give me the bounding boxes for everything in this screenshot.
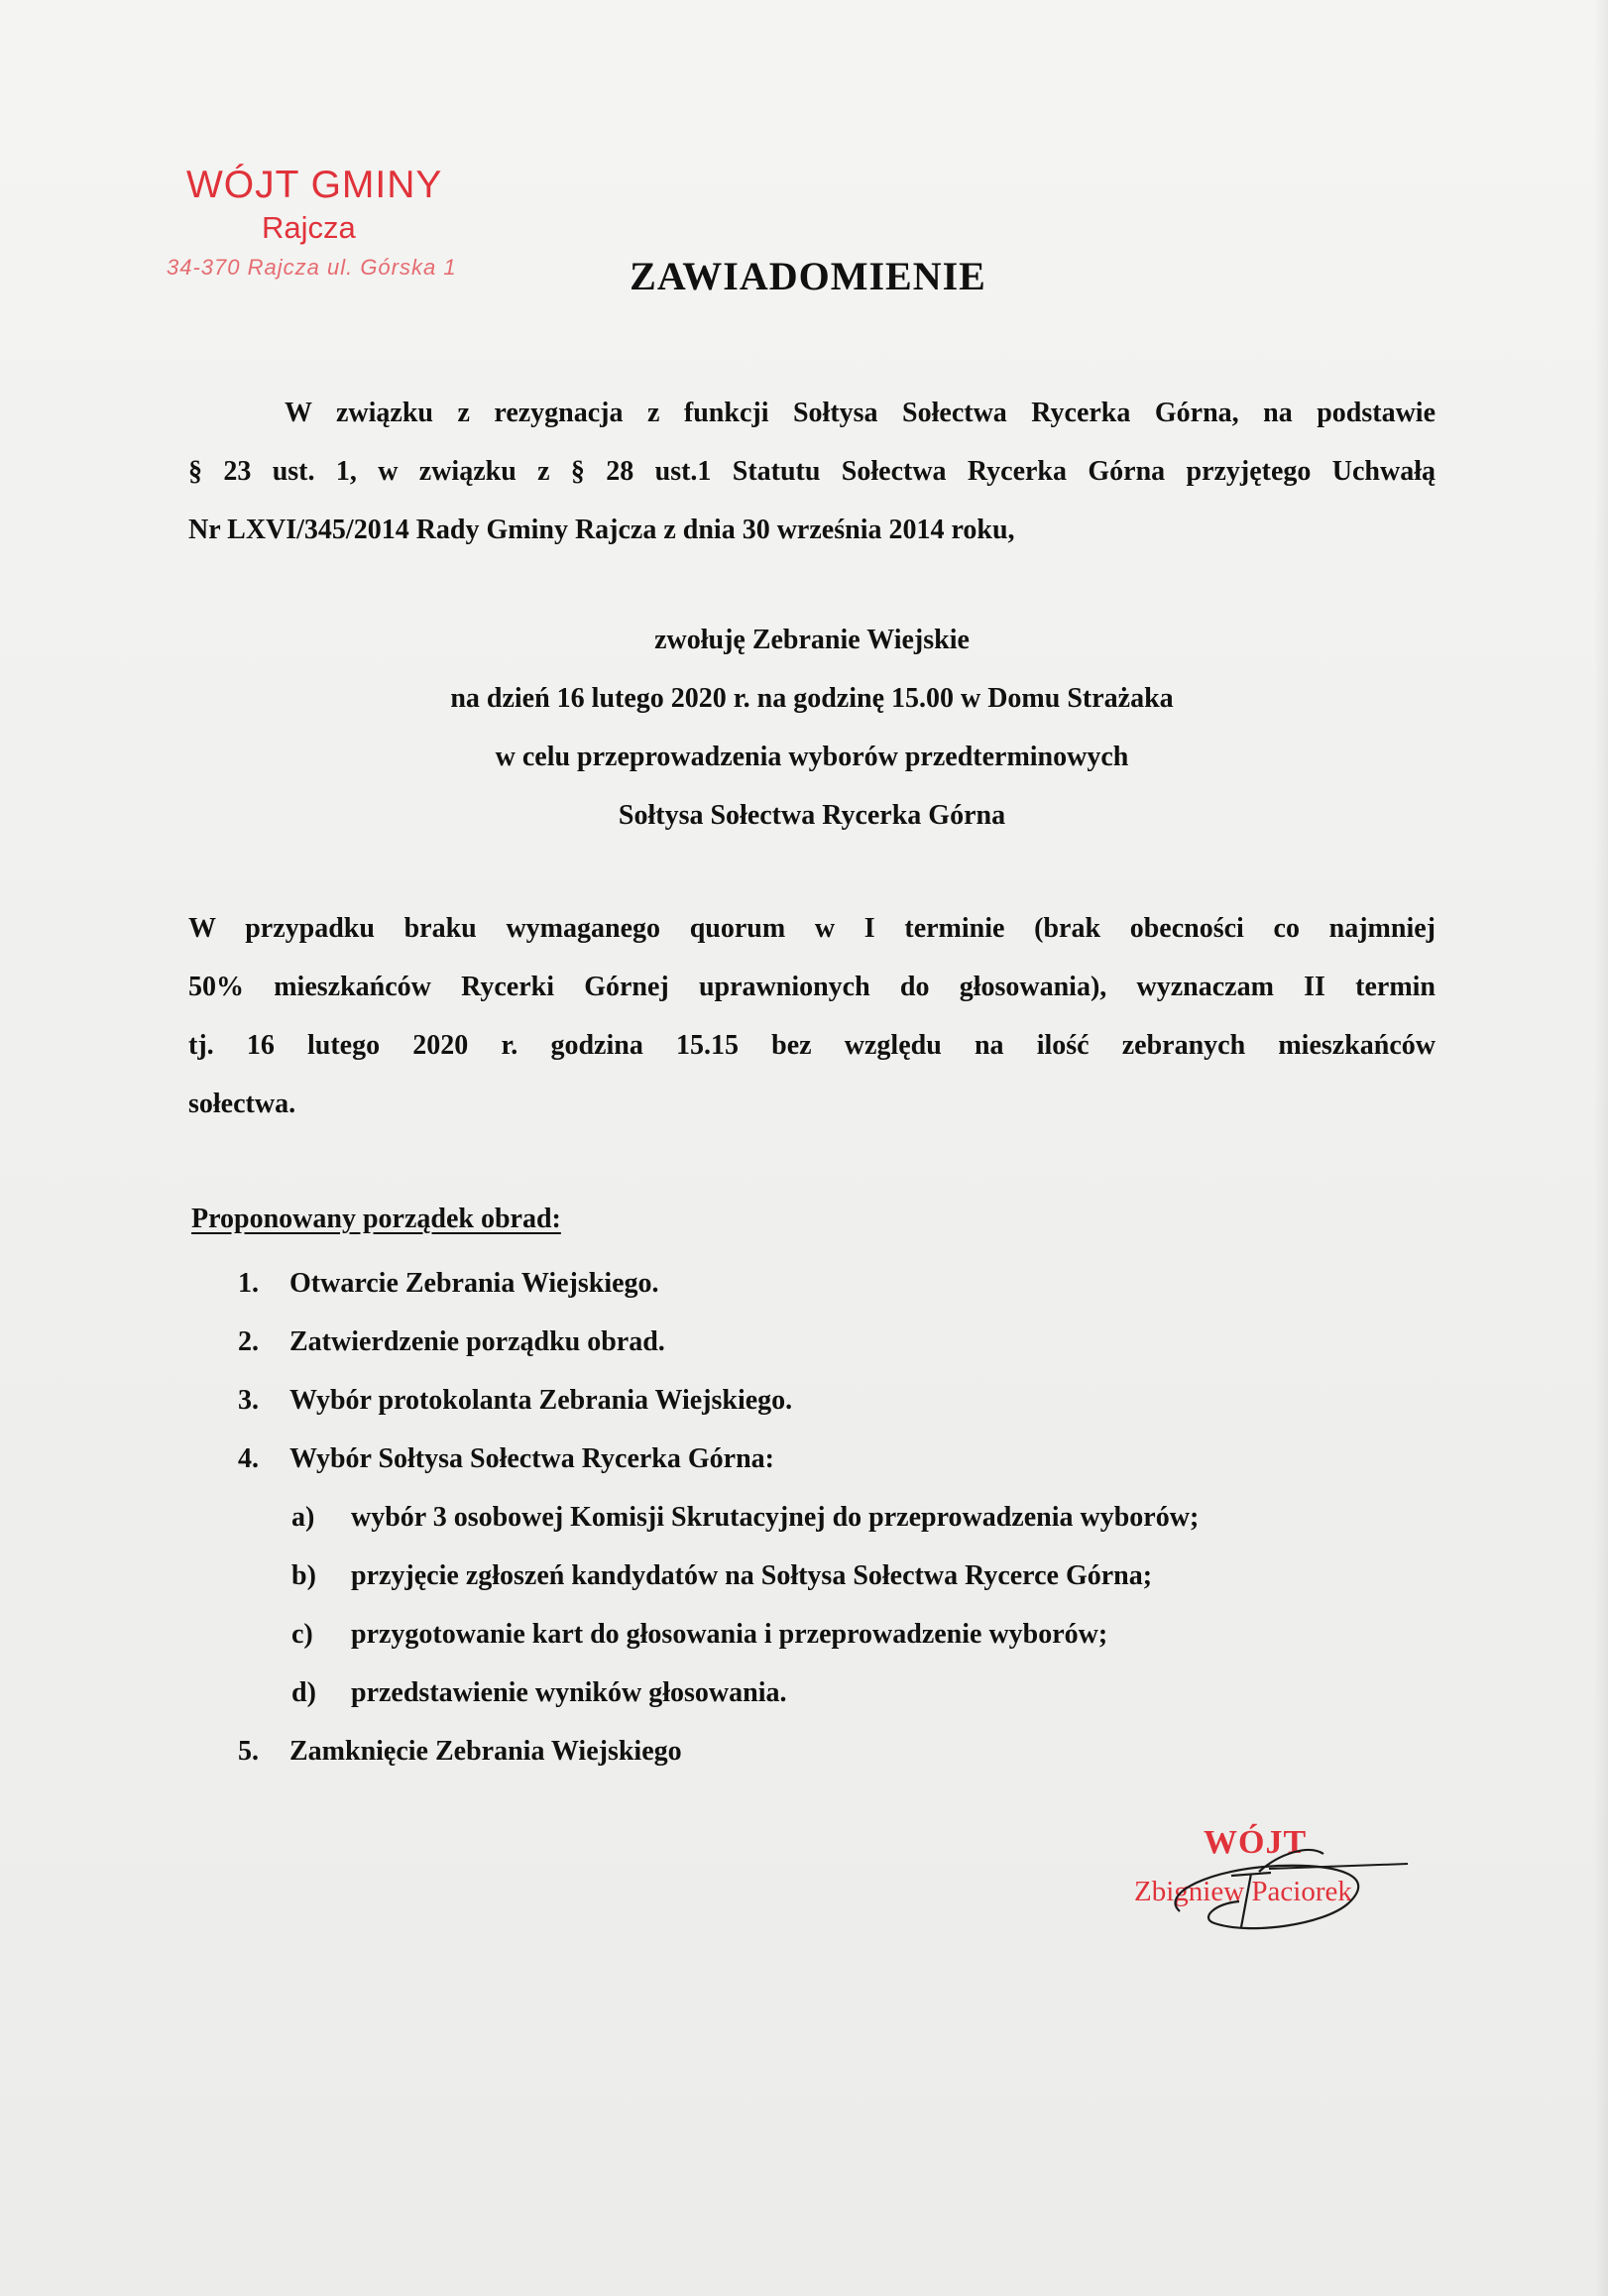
agenda-subitem <box>238 1605 1199 1664</box>
agenda-heading: Proponowany porządek obrad: <box>191 1204 561 1234</box>
agenda-item <box>238 1371 1199 1430</box>
agenda-subitem-letter: d) <box>291 1677 316 1708</box>
signature-name: Zbigniew Paciorek <box>1134 1876 1352 1907</box>
stamp-municipality: Rajcza <box>262 210 356 245</box>
quorum-paragraph <box>188 899 1436 1133</box>
summons-line: na dzień 16 lutego 2020 r. na godzinę 15.00 w Domu Strażaka <box>450 683 1174 714</box>
agenda-subitem-letter: b) <box>291 1560 316 1591</box>
agenda-item-number: 5. <box>238 1736 259 1767</box>
agenda-list <box>238 1254 1199 1780</box>
agenda-subitem-text: przygotowanie kart do głosowania i przeprowadzenie wyborów; <box>351 1619 1108 1650</box>
intro-line: W związku z rezygnacja z funkcji Sołtysa Sołectwa Rycerka Górna, na podstawie <box>285 398 1436 428</box>
quorum-line: W przypadku braku wymaganego quorum w I terminie (brak obecności co najmniej <box>188 913 1436 944</box>
agenda-item-number: 1. <box>238 1268 259 1299</box>
agenda-subitem <box>238 1664 1199 1722</box>
agenda-item <box>238 1722 1199 1780</box>
agenda-item <box>238 1430 1199 1488</box>
document-title-text: ZAWIADOMIENIE <box>630 254 986 298</box>
page-edge-shadow <box>1594 0 1608 2296</box>
intro-line: Nr LXVI/345/2014 Rady Gminy Rajcza z dnia 30 września 2014 roku, <box>188 515 1015 545</box>
quorum-line: sołectwa. <box>188 1089 296 1119</box>
summons-line: Sołtysa Sołectwa Rycerka Górna <box>618 800 1006 831</box>
intro-line: § 23 ust. 1, w związku z § 28 ust.1 Statutu Sołectwa Rycerka Górna przyjętego Uchwałą <box>188 456 1436 487</box>
agenda-subitem <box>238 1547 1199 1605</box>
agenda-subitem-letter: a) <box>291 1502 315 1533</box>
summons-block <box>188 611 1436 845</box>
agenda-item-number: 2. <box>238 1326 259 1357</box>
agenda-subitem-text: przedstawienie wyników głosowania. <box>351 1677 787 1708</box>
agenda-item-text: Zatwierdzenie porządku obrad. <box>289 1326 665 1357</box>
agenda-item-text: Wybór protokolanta Zebrania Wiejskiego. <box>289 1385 793 1416</box>
signature-block <box>1120 1824 1437 1943</box>
handwritten-signature-icon <box>1120 1824 1437 1943</box>
quorum-line: tj. 16 lutego 2020 r. godzina 15.15 bez względu na ilość zebranych mieszkańców <box>188 1030 1436 1061</box>
stamp-address: 34-370 Rajcza ul. Górska 1 <box>167 255 457 280</box>
agenda-item-number: 3. <box>238 1385 259 1416</box>
agenda-subitem-letter: c) <box>291 1619 313 1650</box>
agenda-item <box>238 1313 1199 1371</box>
agenda-item-text: Otwarcie Zebrania Wiejskiego. <box>289 1268 659 1299</box>
quorum-line: 50% mieszkańców Rycerki Górnej uprawnionych do głosowania), wyznaczam II termin <box>188 972 1436 1002</box>
agenda-item-text: Wybór Sołtysa Sołectwa Rycerka Górna: <box>289 1443 774 1474</box>
summons-line: zwołuję Zebranie Wiejskie <box>654 625 970 655</box>
signature-title: WÓJT <box>1204 1824 1308 1861</box>
agenda-subitem-text: wybór 3 osobowej Komisji Skrutacyjnej do przeprowadzenia wyborów; <box>351 1502 1200 1533</box>
intro-paragraph <box>188 384 1436 559</box>
summons-line: w celu przeprowadzenia wyborów przedterminowych <box>495 742 1129 772</box>
agenda-item <box>238 1254 1199 1313</box>
agenda-item-text: Zamknięcie Zebrania Wiejskiego <box>289 1736 682 1767</box>
agenda-item-number: 4. <box>238 1443 259 1474</box>
document-title <box>0 253 1608 299</box>
stamp-title: WÓJT GMINY <box>186 164 443 206</box>
agenda-subitem <box>238 1488 1199 1547</box>
agenda-subitem-text: przyjęcie zgłoszeń kandydatów na Sołtysa Sołectwa Rycerce Górna; <box>351 1560 1153 1591</box>
